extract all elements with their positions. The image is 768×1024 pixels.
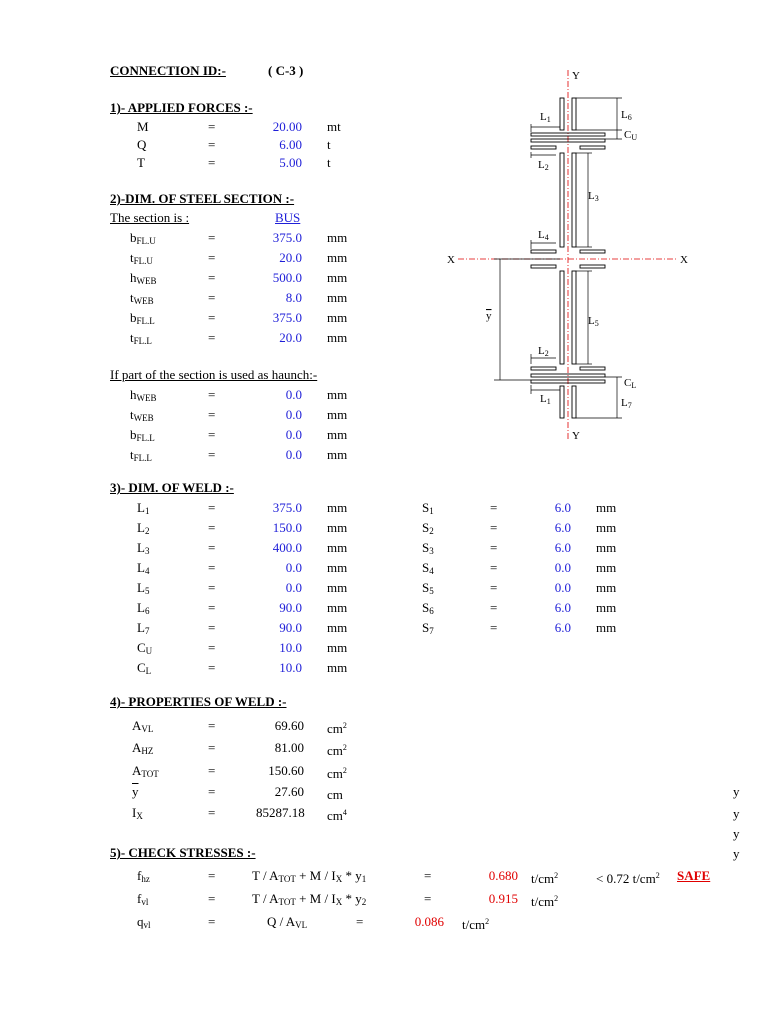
haunch-dim-symbol: $t_{WEB}$ <box>130 407 154 423</box>
dim-label-l6: L6 <box>621 109 632 122</box>
weld-size-symbol: $S_4$ <box>422 560 434 576</box>
haunch-dim-value: 0.0 <box>285 447 302 462</box>
weld-length-unit: mm <box>327 580 348 595</box>
section-dim-unit: mm <box>327 230 348 245</box>
weld-l6-left <box>560 98 564 130</box>
connection-id-label: CONNECTION ID:- <box>110 63 226 78</box>
section-dim-value: 20.0 <box>279 330 302 345</box>
fvl-symbol: f <box>137 891 142 906</box>
weld-prop-symbol: $I_X$ <box>132 805 143 821</box>
fvl-symbol-sub: vl <box>141 897 149 907</box>
weld-size-value: 6.0 <box>554 620 571 635</box>
section-dim-eq: = <box>208 270 216 285</box>
weld-l2-right-bottom <box>580 367 605 370</box>
haunch-dim-symbol: $t_{FL.L}$ <box>130 447 152 463</box>
weld-l5-right <box>572 271 576 364</box>
weld-l4-left-bottom <box>531 265 556 268</box>
dim-label-l1-top: L1 <box>540 111 551 124</box>
weld-size-symbol: $S_2$ <box>422 520 434 536</box>
weld-size-unit: mm <box>596 600 617 615</box>
fvl-unit: $t/cm^2$ <box>531 894 559 909</box>
fhz-value: 0.680 <box>488 868 518 883</box>
weld-length-symbol: $L_3$ <box>137 540 150 556</box>
weld-size-eq: = <box>490 580 498 595</box>
section-dim-unit: mm <box>327 290 348 305</box>
weld-size-eq: = <box>490 520 498 535</box>
weld-size-symbol: $S_3$ <box>422 540 434 556</box>
haunch-dim-symbol: $b_{FL.L}$ <box>130 427 155 443</box>
weld-length-symbol: $L_2$ <box>137 520 150 536</box>
weld-length-eq: = <box>208 580 216 595</box>
weld-length-symbol: $C_L$ <box>137 660 152 676</box>
section-dim-value: 8.0 <box>285 290 302 305</box>
weld-size-value: 6.0 <box>554 500 571 515</box>
section-2-title: 2)-DIM. OF STEEL SECTION :- <box>110 191 295 206</box>
weld-prop-eq: = <box>208 718 216 733</box>
weld-size-symbol: $S_5$ <box>422 580 434 596</box>
weld-length-value: 10.0 <box>279 640 302 655</box>
fhz-unit: $t/cm^2$ <box>531 871 559 886</box>
weld-length-eq: = <box>208 660 216 675</box>
weld-length-eq: = <box>208 640 216 655</box>
weld-prop-unit: $cm^2$ <box>327 721 347 736</box>
weld-length-value: 375.0 <box>272 500 302 515</box>
weld-size-value: 6.0 <box>554 600 571 615</box>
section-dim-value: 375.0 <box>272 230 302 245</box>
section-dim-eq: = <box>208 230 216 245</box>
qvl-symbol: q <box>137 914 144 929</box>
weld-size-symbol: $S_7$ <box>422 620 434 636</box>
weld-l4-right-top <box>580 250 605 253</box>
force-value: 6.00 <box>279 137 302 152</box>
haunch-dim-unit: mm <box>327 407 348 422</box>
weld-size-eq: = <box>490 620 498 635</box>
fhz-symbol-sub: hz <box>141 874 150 884</box>
dim-label-l4: L4 <box>538 229 549 242</box>
weld-prop-unit: $cm^4$ <box>327 808 347 823</box>
weld-l4-left-top <box>531 250 556 253</box>
force-symbol: Q <box>137 137 147 152</box>
section-dim-symbol: $b_{FL.U}$ <box>130 230 156 246</box>
weld-length-value: 150.0 <box>272 520 302 535</box>
weld-length-value: 0.0 <box>285 560 302 575</box>
weld-size-symbol: $S_6$ <box>422 600 434 616</box>
weld-configuration-diagram <box>440 60 700 445</box>
edge-label-y4: y <box>733 846 740 861</box>
weld-prop-unit: $cm^2$ <box>327 743 347 758</box>
weld-length-eq: = <box>208 600 216 615</box>
section-dim-eq: = <box>208 250 216 265</box>
weld-l1-top <box>531 133 605 136</box>
weld-length-symbol: $L_6$ <box>137 600 150 616</box>
weld-length-unit: mm <box>327 520 348 535</box>
weld-l6-right <box>572 98 576 130</box>
weld-prop-symbol: $\overline{y}$ <box>132 784 139 799</box>
weld-length-unit: mm <box>327 620 348 635</box>
qvl-formula: Q / $A_{VL}$ <box>267 914 308 930</box>
weld-length-symbol: $L_5$ <box>137 580 150 596</box>
qvl-eq2: = <box>356 914 364 929</box>
dim-label-l5: L5 <box>588 315 599 328</box>
dim-label-l7: L7 <box>621 397 632 410</box>
dim-label-l2-bottom: L2 <box>538 345 549 358</box>
dim-label-l2-top: L2 <box>538 159 549 172</box>
force-unit: t <box>327 137 331 152</box>
weld-prop-unit: $cm^2$ <box>327 766 347 781</box>
section-dim-symbol: $t_{FL.U}$ <box>130 250 153 266</box>
weld-l7-right <box>572 386 576 418</box>
weld-size-unit: mm <box>596 500 617 515</box>
weld-length-unit: mm <box>327 560 348 575</box>
fvl-eq2: = <box>424 891 432 906</box>
force-eq: = <box>208 137 216 152</box>
weld-length-symbol: $L_7$ <box>137 620 150 636</box>
edge-label-y2: y <box>733 806 740 821</box>
force-value: 20.00 <box>272 119 302 134</box>
dim-label-cu: CU <box>624 129 638 142</box>
weld-prop-eq: = <box>208 805 216 820</box>
weld-prop-symbol: $A_{VL}$ <box>132 718 154 734</box>
weld-size-unit: mm <box>596 580 617 595</box>
section-dim-eq: = <box>208 330 216 345</box>
weld-size-eq: = <box>490 500 498 515</box>
qvl-value: 0.086 <box>414 914 444 929</box>
weld-length-unit: mm <box>327 540 348 555</box>
force-unit: t <box>327 155 331 170</box>
section-4-title: 4)- PROPERTIES OF WELD :- <box>110 694 287 709</box>
section-dim-unit: mm <box>327 330 348 345</box>
force-unit: mt <box>327 119 341 134</box>
weld-length-eq: = <box>208 540 216 555</box>
weld-size-unit: mm <box>596 620 617 635</box>
section-dim-value: 375.0 <box>272 310 302 325</box>
weld-size-eq: = <box>490 600 498 615</box>
section-dim-value: 500.0 <box>272 270 302 285</box>
weld-length-value: 400.0 <box>272 540 302 555</box>
weld-length-unit: mm <box>327 660 348 675</box>
haunch-dim-value: 0.0 <box>285 427 302 442</box>
weld-size-eq: = <box>490 540 498 555</box>
fvl-value: 0.915 <box>488 891 518 906</box>
weld-l2-left-top <box>531 146 556 149</box>
weld-length-value: 0.0 <box>285 580 302 595</box>
force-value: 5.00 <box>279 155 302 170</box>
qvl-eq: = <box>208 914 216 929</box>
dim-label-cl: CL <box>624 377 637 390</box>
haunch-dim-symbol: $h_{WEB}$ <box>130 387 157 403</box>
fvl-eq: = <box>208 891 216 906</box>
force-eq: = <box>208 155 216 170</box>
haunch-dim-eq: = <box>208 387 216 402</box>
section-dim-symbol: $b_{FL.L}$ <box>130 310 155 326</box>
weld-prop-unit: cm <box>327 787 343 802</box>
haunch-dim-eq: = <box>208 427 216 442</box>
fhz-symbol: f <box>137 868 142 883</box>
weld-l4-right-bottom <box>580 265 605 268</box>
dim-label-ybar: y <box>486 310 492 322</box>
qvl-unit: $t/cm^2$ <box>462 917 490 932</box>
connection-id-value: ( C-3 ) <box>268 63 304 78</box>
weld-prop-eq: = <box>208 784 216 799</box>
weld-size-value: 0.0 <box>554 560 571 575</box>
dim-label-l1-bottom: L1 <box>540 393 551 406</box>
haunch-dim-eq: = <box>208 447 216 462</box>
weld-length-symbol: $L_1$ <box>137 500 150 516</box>
weld-prop-value: 81.00 <box>274 740 304 755</box>
weld-length-value: 10.0 <box>279 660 302 675</box>
weld-length-value: 90.0 <box>279 620 302 635</box>
weld-size-value: 0.0 <box>554 580 571 595</box>
weld-l3-left <box>560 153 564 247</box>
weld-length-unit: mm <box>327 600 348 615</box>
weld-length-symbol: $L_4$ <box>137 560 150 576</box>
weld-length-eq: = <box>208 620 216 635</box>
section-dim-unit: mm <box>327 310 348 325</box>
qvl-symbol-sub: vl <box>143 920 151 930</box>
fhz-limit: < 0.72 $t/cm^2$ <box>596 871 660 886</box>
force-eq: = <box>208 119 216 134</box>
axis-y-bottom-label: Y <box>572 430 580 442</box>
fhz-eq2: = <box>424 868 432 883</box>
weld-length-eq: = <box>208 520 216 535</box>
weld-l2-left-bottom <box>531 367 556 370</box>
haunch-dim-value: 0.0 <box>285 407 302 422</box>
weld-length-unit: mm <box>327 500 348 515</box>
force-symbol: M <box>137 119 149 134</box>
haunch-dim-unit: mm <box>327 387 348 402</box>
weld-l7-left <box>560 386 564 418</box>
weld-prop-value: 85287.18 <box>256 805 305 820</box>
section-dim-symbol: $h_{WEB}$ <box>130 270 157 286</box>
weld-length-eq: = <box>208 500 216 515</box>
fhz-status-badge: SAFE <box>677 868 711 883</box>
weld-l3-right <box>572 153 576 247</box>
fhz-eq: = <box>208 868 216 883</box>
axis-y-top-label: Y <box>572 70 580 82</box>
weld-prop-symbol: $A_{TOT}$ <box>132 763 159 779</box>
weld-length-value: 90.0 <box>279 600 302 615</box>
haunch-dim-eq: = <box>208 407 216 422</box>
section-dim-symbol: $t_{WEB}$ <box>130 290 154 306</box>
section-is-label: The section is : <box>110 210 190 225</box>
weld-length-unit: mm <box>327 640 348 655</box>
section-dim-value: 20.0 <box>279 250 302 265</box>
dim-label-l3: L3 <box>588 190 599 203</box>
haunch-dim-value: 0.0 <box>285 387 302 402</box>
weld-prop-value: 69.60 <box>274 718 304 733</box>
section-type-value: BUS <box>275 210 301 225</box>
haunch-dim-unit: mm <box>327 427 348 442</box>
haunch-note: If part of the section is used as haunch:- <box>110 367 318 382</box>
weld-size-symbol: $S_1$ <box>422 500 434 516</box>
weld-l5-left <box>560 271 564 364</box>
weld-size-value: 6.0 <box>554 520 571 535</box>
weld-length-symbol: $C_U$ <box>137 640 153 656</box>
section-dim-unit: mm <box>327 250 348 265</box>
weld-l2-right-top <box>580 146 605 149</box>
haunch-dim-unit: mm <box>327 447 348 462</box>
weld-size-unit: mm <box>596 560 617 575</box>
axis-x-left-label: X <box>447 254 455 266</box>
edge-label-y3: y <box>733 826 740 841</box>
weld-size-eq: = <box>490 560 498 575</box>
section-dim-symbol: $t_{FL.L}$ <box>130 330 152 346</box>
force-symbol: T <box>137 155 145 170</box>
section-dim-unit: mm <box>327 270 348 285</box>
weld-prop-eq: = <box>208 740 216 755</box>
edge-label-y1: y <box>733 784 740 799</box>
weld-prop-value: 27.60 <box>274 784 304 799</box>
weld-size-unit: mm <box>596 520 617 535</box>
weld-size-value: 6.0 <box>554 540 571 555</box>
weld-prop-eq: = <box>208 763 216 778</box>
fvl-formula: $T / A_{TOT} + M / I_X * y_2$ <box>252 891 367 907</box>
fhz-formula: $T / A_{TOT} + M / I_X * y_1$ <box>252 868 367 884</box>
weld-size-unit: mm <box>596 540 617 555</box>
section-dim-eq: = <box>208 290 216 305</box>
section-3-title: 3)- DIM. OF WELD :- <box>110 480 234 495</box>
axis-x-right-label: X <box>680 254 688 266</box>
weld-prop-value: 150.60 <box>268 763 304 778</box>
weld-prop-symbol: $A_{HZ}$ <box>132 740 154 756</box>
section-5-title: 5)- CHECK STRESSES :- <box>110 845 256 860</box>
section-dim-eq: = <box>208 310 216 325</box>
weld-length-eq: = <box>208 560 216 575</box>
section-1-title: 1)- APPLIED FORCES :- <box>110 100 253 115</box>
